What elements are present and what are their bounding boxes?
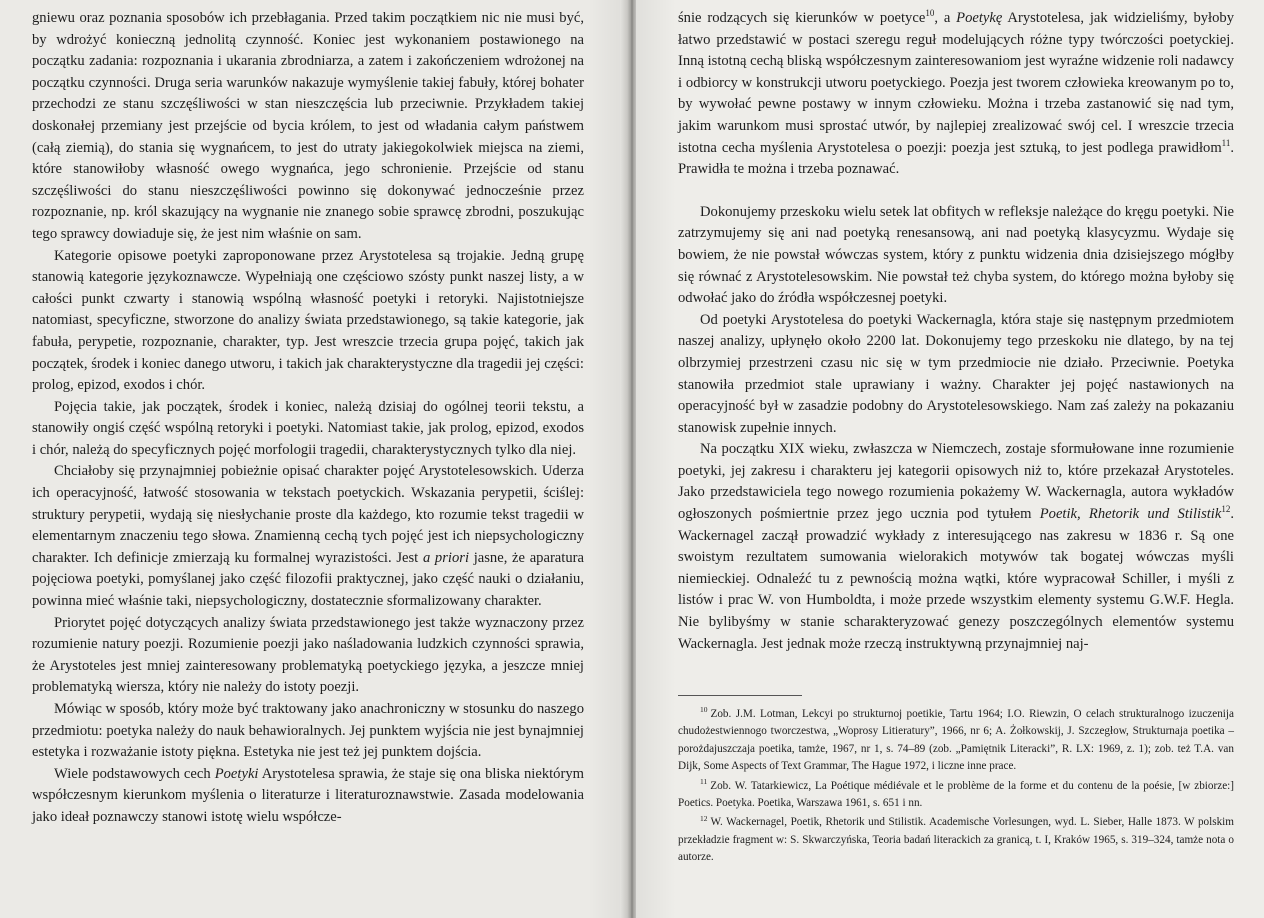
footnote-number: 12: [700, 813, 708, 823]
paragraph: [678, 310, 1234, 440]
paragraph-text: Pojęcia takie, jak początek, środek i koniec, należą dzisiaj do ogólnej teorii tekstu, a stanowiły ongiś część wspólną retoryki i poetyki. Natomiast takie, jak prolog, epizod, exodos i chór, należą do specyficznych pojęć morfologii tragedii, charakterystycznych tylko dla niej.: [32, 398, 584, 458]
paragraph-text: Arystotelesa, jak widzieliśmy, byłoby łatwo przedstawić w postaci szeregu reguł modelujących różne typy twórczości poetyckiej. Inną istotną cechą bliską współczesnym zainteresowaniom jest wyraźne widzenie roli nadawcy i odbiorcy w konstrukcji utworu poetyckiego. Poezja jest tworem człowieka kreowanym po to, by wywołać pewne postawy w innym człowieku. Można i trzeba zastanowić się nad tym, jakim warunkom musi sprostać utwór, by najlepiej zrealizować swój cel. I wreszcie trzecia istotna cecha myślenia Arystotelesa o poezji: poezja jest sztuką, to jest podlega prawidłom: [678, 10, 1234, 156]
paragraph-text: śnie rodzących się kierunków w poetyce: [678, 10, 926, 26]
paragraph-text: jasne, że aparatura pojęciowa poetyki, pomyślanej jako część filozofii praktycznej, jako część nauki o działaniu, powinna mieć właśnie taki, niepsychologiczny, dostatecznie sformalizowany charakter.: [32, 549, 584, 610]
paragraph: [32, 246, 584, 397]
paragraph-text: Dokonujemy przeskoku wielu setek lat obfitych w refleksje należące do kręgu poetyki. Nie zatrzymujemy się ani nad poetyką renesansową, ani nad poetyką klasycyzmu. Wydaje się bowiem, że nie powstał wówczas system, który z punktu widzenia dnia dzisiejszego mógłby się równać z Arystotelesowskim. Nie powstał też chyba system, do którego można byłoby się odwołać jako do źródła współczesnej poetyki.: [678, 203, 1234, 307]
paragraph: [32, 397, 584, 462]
footnote-ref[interactable]: 10: [925, 8, 935, 19]
paragraph-text: . Prawidła te można i trzeba poznawać.: [678, 139, 1234, 178]
footnote: [678, 814, 1234, 866]
paragraph-text: Priorytet pojęć dotyczących analizy świata przedstawionego jest także wyznaczony przez rozumienie natury poezji. Rozumienie poezji jako naśladowania ludzkich czynności sprawia, że Arystoteles jest mniej zainteresowany problematyką poetyckiego języka, a jeszcze mniej problematyką wiersza, który nie należy do istoty poezji.: [32, 614, 584, 696]
right-page: [636, 0, 1264, 918]
footnote-text: Zob. W. Tatarkiewicz, La Poétique médiévale et le problème de la forme et du contenu de la poésie, [w zbiorze:] Poetics. Poetyka. Poetika, Warszawa 1961, s. 651 i nn.: [678, 779, 1234, 810]
paragraph-text: . Wackernagel zaczął prowadzić wykłady z interesującego nas zakresu w 1836 r. Są one swoistym rezultatem sumowania wielorakich motywów tak bogatej wówczas myśli niemieckiej. Odnaleźć tu z pewnością można wątki, które wypracował Schiller, i myśli z listów i prac W. von Humboldta, i może przede wszystkim elementy systemu G.W.F. Hegla. Nie bylibyśmy w stanie scharakteryzować genezy poszczególnych elementów systemu Wackernagla. Jest jednak może rzeczą instruktywną przynajmniej naj-: [678, 506, 1234, 652]
left-page-text: [32, 8, 584, 829]
footnote-text: W. Wackernagel, Poetik, Rhetorik und Stilistik. Academische Vorlesungen, wyd. L. Sieber, Halle 1873. W polskim przekładzie fragment w: S. Skwarczyńska, Teoria badań literackich za granicą, t. I, Kraków 1965, s. 319–324, tamże nota o autorze.: [678, 816, 1234, 864]
paragraph-text: Chciałoby się przynajmniej pobieżnie opisać charakter pojęć Arystotelesowskich. Uderza ich operacyjność, łatwość stosowania w tekstach poetyckich. Wskazania perypetii, ściślej: struktury perypetii, wydają się niesłychanie proste dla każdego, kto rozumie tekst tragedii w elementarnym znaczeniu tego słowa. Znamienną cechą tych pojęć jest ich niepsychologiczny charakter. Ich definicje zmierzają ku formalnej wyrazistości. Jest: [32, 463, 584, 566]
italic-title: Poetykę: [956, 10, 1003, 26]
footnote-ref[interactable]: 11: [1221, 137, 1231, 148]
footnote: [678, 778, 1234, 813]
footnote-ref[interactable]: 12: [1221, 504, 1231, 515]
paragraph-text: Na początku XIX wieku, zwłaszcza w Niemczech, zostaje sformułowane inne rozumienie poetyki, jej zakresu i charakteru jej kategorii opisowych niż to, które przekazał Arystoteles. Jako przedstawiciela tego nowego rozumienia pokażemy W. Wackernagla, autora wykładów ogłoszonych pośmiertnie przez jego ucznia pod tytułem: [678, 441, 1234, 523]
paragraph: [678, 439, 1234, 655]
paragraph: [678, 8, 1234, 181]
italic-title: Poetyki: [214, 765, 259, 782]
footnote-divider: [678, 695, 802, 696]
footnotes: [678, 706, 1234, 869]
paragraph-text: gniewu oraz poznania sposobów ich przebłagania. Przed takim początkiem nic nie musi być, by wdrożyć konieczną jednolitą czynność. Koniec jest wykonaniem postawionego na początku zadania: rozpoznania i ukarania zbrodniarza, a zatem i zakończeniem wdrożonej na początku czynności. Druga seria warunków nakazuje wymyślenie takiej fabuły, której bohater przechodzi ze stanu szczęśliwości w stan nieszczęścia lub przeciwnie. Przykładem takiej doskonałej przemiany jest przejście od bycia królem, to jest od władania całym państwem (całą ziemią), do stania się wygnańcem, to jest do utraty jakiegokolwiek miejsca na ziemi, które stanowiłoby własność owego wygnańca, jego schronienie. Przejście od stanu szczęśliwości do stanu nieszczęśliwości powinno się dokonywać jednocześnie przez rozpoznanie, np. król skazujący na wygnanie nie znanego sobie sprawcę zbrodni, poszukując tego sprawcy dowiaduje się, że jest nim właśnie on sam.: [32, 10, 584, 242]
paragraph-text: Arystotelesa sprawia, że staje się ona bliska niektórym współczesnym kierunkom myślenia o literaturze i literaturoznawstwie. Zasada modelowania jako ideał poznawczy stanowi istotę wielu współcze-: [32, 765, 584, 825]
paragraph-text: Kategorie opisowe poetyki zaproponowane przez Arystotelesa są trojakie. Jedną grupę stanowią kategorie językoznawcze. Wypełniają one częściowo szósty punkt naszej listy, a w całości punkt czwarty i stanowią wspólną własność poetyki i retoryki. Najistotniejsze natomiast, specyficzne, stworzone do analizy świata przedstawionego, są takie kategorie, jak fabuła, perypetie, rozpoznanie, charakter, typ. Jest wreszcie trzecia grupa pojęć, takich jak początek, środek i koniec danego utworu, i takich jak charakterystyczne dla tragedii jej części: prolog, epizod, exodos i chór.: [32, 247, 584, 394]
right-page-text: [678, 8, 1234, 655]
footnote-number: 10: [700, 705, 708, 715]
paragraph-text: Wiele podstawowych cech: [54, 765, 211, 782]
paragraph: [32, 613, 584, 699]
paragraph-text: , a: [934, 10, 951, 26]
footnote-number: 11: [700, 776, 708, 786]
paragraph: [32, 461, 584, 612]
paragraph: [32, 699, 584, 764]
paragraph-text: Mówiąc w sposób, który może być traktowany jako anachroniczny w stosunku do naszego przedmiotu: poetyka należy do nauk behawioralnych. Jej punktem wyjścia nie jest bynajmniej estetyka i rozważanie istoty piękna. Estetyka nie jest też jej punktem dojścia.: [32, 701, 584, 761]
italic-phrase: a priori: [422, 549, 469, 566]
paragraph: [32, 764, 584, 829]
left-page: [0, 0, 628, 918]
page-shadow: [636, 0, 676, 918]
italic-title: Poetik, Rhetorik und Stilistik: [1039, 506, 1222, 523]
footnote-text: Zob. J.M. Lotman, Lekcyi po strukturnoj poetikie, Tartu 1964; I.O. Riewzin, O celach strukturalnogo izuczenija chudożestwiennogo tworczestwa, „Woprosy Litieratury”, 1966, nr 6; A. Żołkowskij, J. Szczegłow, Strukturnaja poetika – porożdajuszczaja poetika, tamże, 1967, nr 1, s. 74–89 (zob. „Pamiętnik Literacki”, R. LX: 1969, z. 1); zob. też T.A. van Dijk, Some Aspects of Text Grammar, The Hague 1972, i liczne inne prace.: [678, 708, 1234, 773]
paragraph: [32, 8, 584, 246]
paragraph-text: Od poetyki Arystotelesa do poetyki Wackernagla, która staje się następnym przedmiotem naszej analizy, upłynęło około 2200 lat. Dokonujemy tego przeskoku nie dlatego, by na tej olbrzymiej przestrzeni czasu nic się w tym przedmiocie nie działo. Przeciwnie. Poetyka stanowiła przedmiot stale uprawiany i ważny. Charakter jej pojęć nastawionych na operacyjność był w zasadzie podobny do Arystotelesowskiego. Nam zaś zależy na pokazaniu stanowisk zupełnie innych.: [678, 311, 1234, 436]
footnote: [678, 706, 1234, 776]
paragraph: [678, 202, 1234, 310]
